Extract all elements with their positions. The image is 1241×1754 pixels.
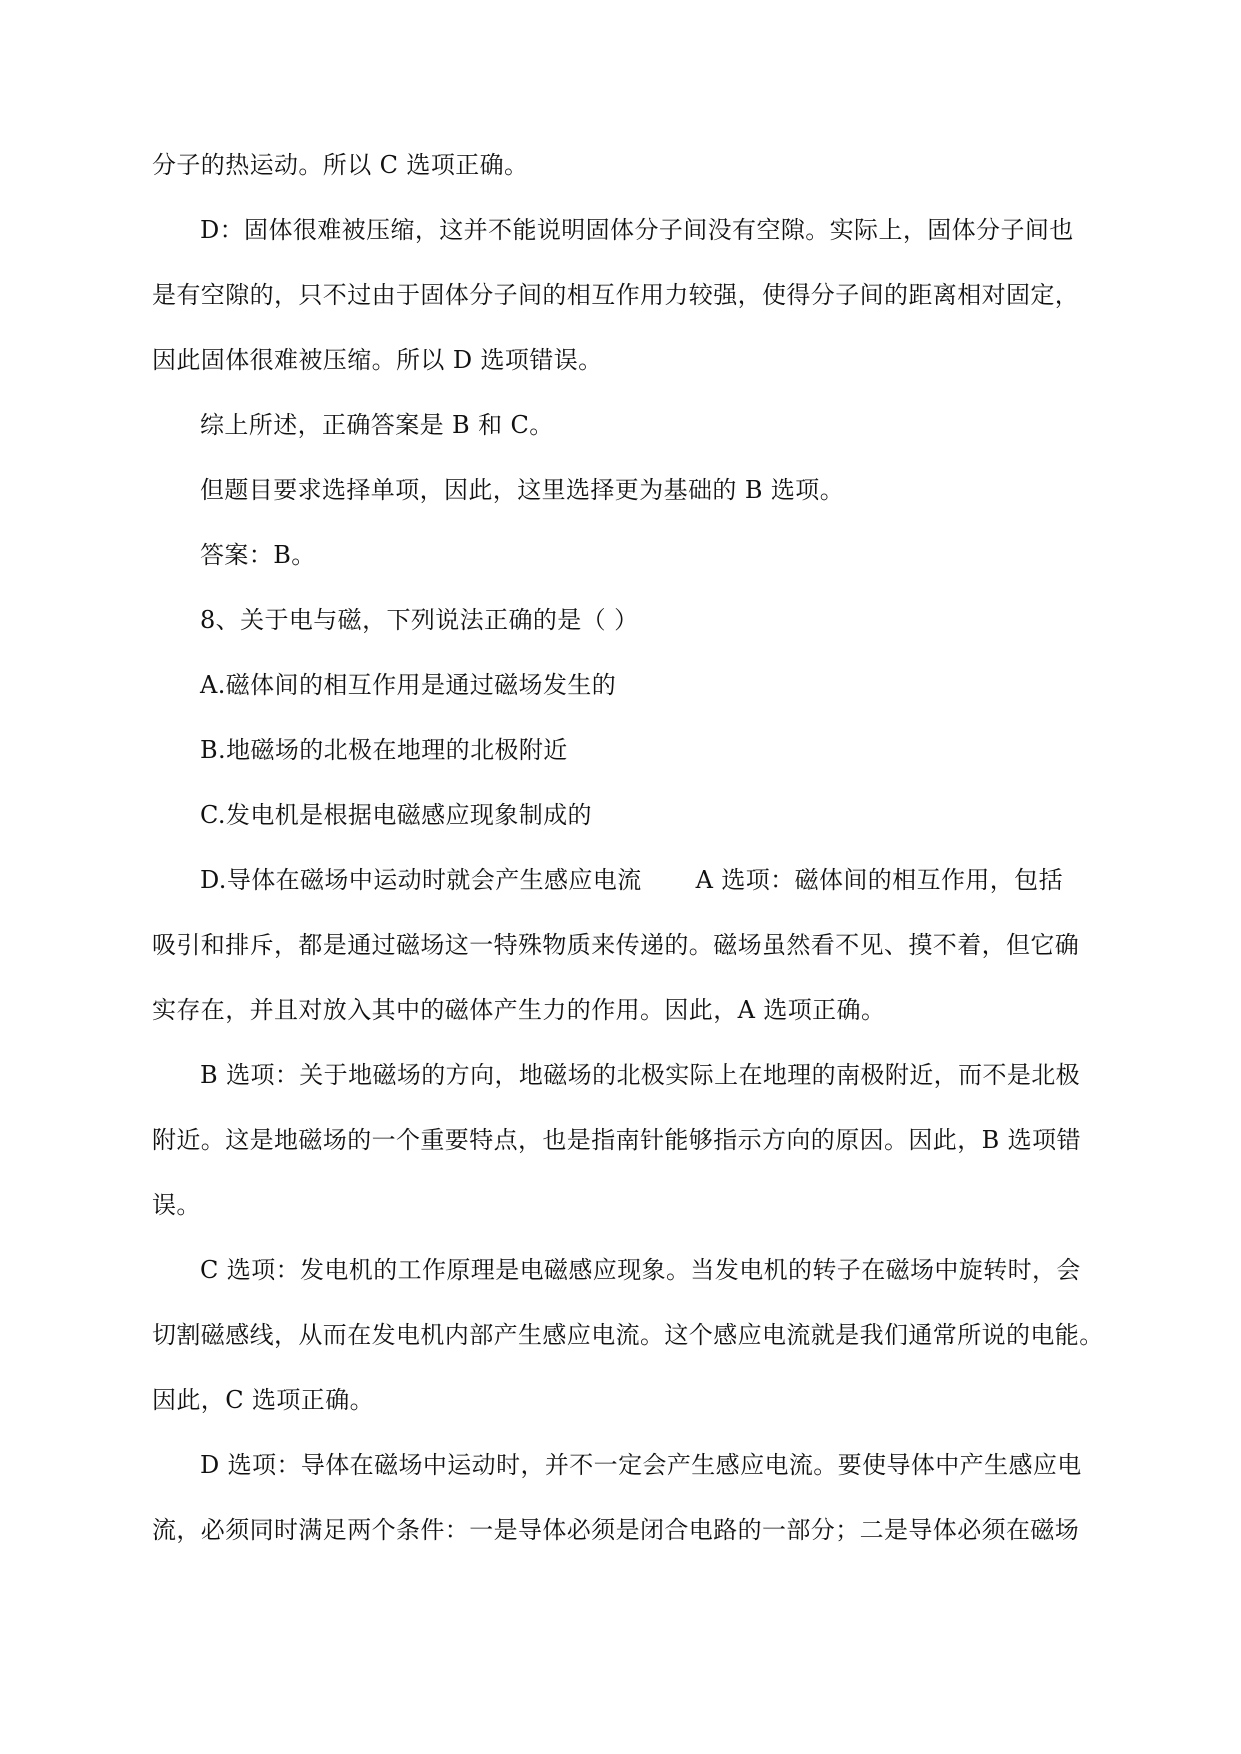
option-a: A.磁体间的相互作用是通过磁场发生的 <box>200 671 617 699</box>
option-d: D.导体在磁场中运动时就会产生感应电流 <box>200 866 642 894</box>
text-line: D 选项：导体在磁场中运动时，并不一定会产生感应电流。要使导体中产生感应电 <box>200 1451 1082 1479</box>
text-line: D：固体很难被压缩，这并不能说明固体分子间没有空隙。实际上，固体分子间也 <box>200 216 1074 244</box>
text-line: C 选项：发电机的工作原理是电磁感应现象。当发电机的转子在磁场中旋转时，会 <box>200 1256 1081 1284</box>
text-line: 流，必须同时满足两个条件：一是导体必须是闭合电路的一部分；二是导体必须在磁场 <box>152 1516 1080 1544</box>
option-d-line <box>200 863 1063 897</box>
text-line: 切割磁感线，从而在发电机内部产生感应电流。这个感应电流就是我们通常所说的电能。 <box>152 1321 1104 1349</box>
analysis-a-start: A 选项：磁体间的相互作用，包括 <box>695 866 1063 894</box>
text-line: 实存在，并且对放入其中的磁体产生力的作用。因此，A 选项正确。 <box>152 996 886 1024</box>
option-b: B.地磁场的北极在地理的北极附近 <box>200 736 568 764</box>
text-line: 综上所述，正确答案是 B 和 C。 <box>200 411 554 439</box>
question-title: 8、关于电与磁，下列说法正确的是（ ） <box>200 606 639 634</box>
text-line: 但题目要求选择单项，因此，这里选择更为基础的 B 选项。 <box>200 476 845 504</box>
text-line: B 选项：关于地磁场的方向，地磁场的北极实际上在地理的南极附近，而不是北极 <box>200 1061 1081 1089</box>
text-line: 分子的热运动。所以 C 选项正确。 <box>152 151 529 179</box>
text-line: 吸引和排斥，都是通过磁场这一特殊物质来传递的。磁场虽然看不见、摸不着，但它确 <box>152 931 1080 959</box>
text-line: 因此固体很难被压缩。所以 D 选项错误。 <box>152 346 603 374</box>
option-c: C.发电机是根据电磁感应现象制成的 <box>200 801 592 829</box>
text-line: 误。 <box>152 1191 201 1219</box>
text-line: 是有空隙的，只不过由于固体分子间的相互作用力较强，使得分子间的距离相对固定， <box>152 281 1080 309</box>
text-line: 答案：B。 <box>200 541 316 569</box>
text-line: 附近。这是地磁场的一个重要特点，也是指南针能够指示方向的原因。因此，B 选项错 <box>152 1126 1081 1154</box>
text-line: 因此，C 选项正确。 <box>152 1386 374 1414</box>
